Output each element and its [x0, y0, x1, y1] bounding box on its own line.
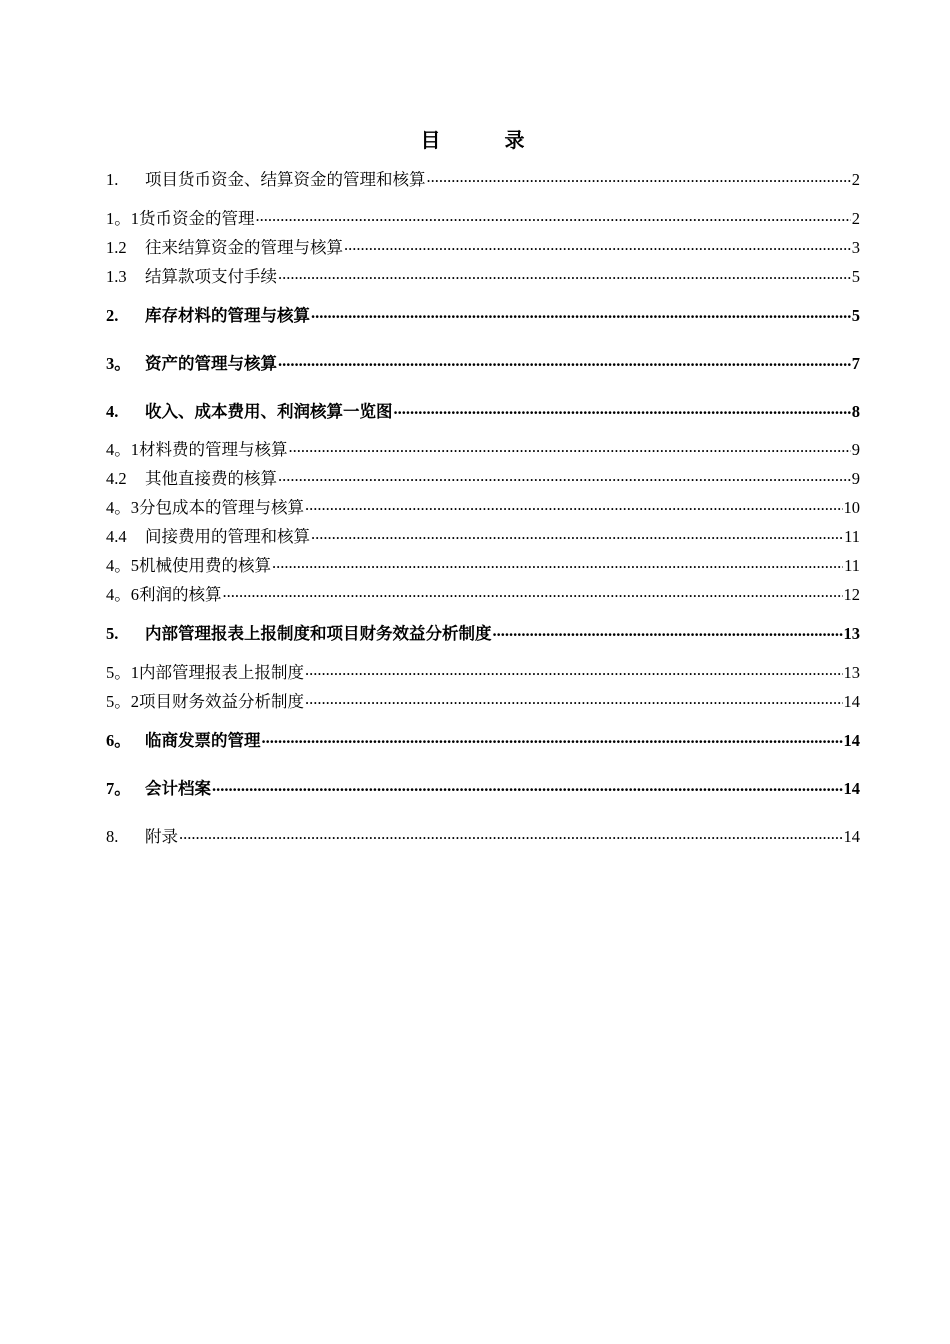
toc-dot-leader [289, 438, 851, 455]
toc-entry[interactable] [106, 265, 860, 294]
toc-entry-number: 6。 [106, 730, 131, 750]
toc-entry-label: 内部管理报表上报制度和项目财务效益分析制度 [145, 623, 492, 643]
toc-dot-leader [212, 777, 843, 794]
toc-dot-leader [311, 525, 843, 542]
toc-entry[interactable] [106, 400, 860, 426]
toc-entry-label: 间接费用的管理和核算 [145, 526, 310, 546]
toc-entry[interactable] [106, 690, 860, 719]
toc-entry-label: 资产的管理与核算 [145, 353, 277, 373]
toc-dot-leader [305, 690, 843, 707]
toc-dot-leader [272, 554, 843, 571]
toc-dot-leader [278, 467, 851, 484]
toc-entry-page: 2 [851, 169, 860, 189]
toc-dot-leader [278, 265, 851, 282]
toc-dot-leader [223, 583, 843, 600]
toc-dot-leader [394, 400, 851, 417]
toc-entry-page: 5 [851, 305, 860, 325]
toc-dot-leader [305, 496, 843, 513]
toc-entry[interactable] [106, 825, 860, 851]
toc-entry-page: 13 [843, 662, 860, 682]
toc-entry-page: 9 [851, 468, 860, 488]
toc-entry[interactable] [106, 661, 860, 690]
toc-entry[interactable] [106, 583, 860, 612]
toc-entry[interactable] [106, 554, 860, 583]
toc-entry-number: 8. [106, 826, 119, 846]
toc-entry-number: 4。5 [106, 555, 139, 575]
toc-entry-page: 3 [851, 237, 860, 257]
toc-entry-label: 分包成本的管理与核算 [139, 497, 304, 517]
toc-entry[interactable] [106, 777, 860, 803]
toc-entry-page: 14 [843, 691, 860, 711]
toc-entry-label: 其他直接费的核算 [145, 468, 277, 488]
toc-entry-label: 结算款项支付手续 [145, 266, 277, 286]
toc-entry[interactable] [106, 525, 860, 554]
toc-dot-leader [311, 304, 851, 321]
toc-entry[interactable] [106, 207, 860, 236]
toc-entry[interactable] [106, 622, 860, 648]
toc-dot-leader [344, 236, 851, 253]
toc-entry-number: 1. [106, 169, 119, 189]
toc-dot-leader [262, 729, 843, 746]
toc-entry-label: 利润的核算 [139, 584, 222, 604]
toc-entry-label: 库存材料的管理与核算 [145, 305, 310, 325]
toc-title: 目 录 [420, 130, 547, 152]
toc-entry-number: 4.4 [106, 526, 127, 546]
toc-entry-page: 11 [844, 555, 860, 575]
toc-entry-page: 14 [843, 730, 860, 750]
toc-entry-number: 5。1 [106, 662, 139, 682]
toc-entry-label: 附录 [145, 826, 178, 846]
toc-entry-number: 1.2 [106, 237, 127, 257]
toc-entry-page: 14 [843, 778, 860, 798]
toc-entry-number: 7。 [106, 778, 131, 798]
toc-entry-page: 12 [843, 584, 860, 604]
toc-entry[interactable] [106, 729, 860, 755]
toc-entry-label: 货币资金的管理 [139, 208, 255, 228]
toc-entry-page: 9 [851, 439, 860, 459]
toc-entry-page: 13 [843, 623, 860, 643]
toc-entry-label: 项目货币资金、结算资金的管理和核算 [145, 169, 426, 189]
toc-entry-label: 项目财务效益分析制度 [139, 691, 304, 711]
toc-entry-page: 8 [851, 401, 860, 421]
toc-entry-label: 材料费的管理与核算 [139, 439, 288, 459]
toc-entry[interactable] [106, 467, 860, 496]
toc-dot-leader [278, 352, 851, 369]
toc-entry-number: 5。2 [106, 691, 139, 711]
toc-entry-number: 4。6 [106, 584, 139, 604]
toc-entry-number: 4。1 [106, 439, 139, 459]
table-of-contents [106, 168, 860, 851]
toc-entry-page: 11 [844, 526, 860, 546]
toc-entry-page: 10 [843, 497, 860, 517]
toc-entry-label: 机械使用费的核算 [139, 555, 271, 575]
toc-entry[interactable] [106, 168, 860, 194]
toc-entry-label: 临商发票的管理 [145, 730, 261, 750]
toc-entry[interactable] [106, 496, 860, 525]
toc-entry[interactable] [106, 236, 860, 265]
toc-entry-number: 4. [106, 401, 119, 421]
toc-entry-page: 7 [851, 353, 860, 373]
toc-dot-leader [427, 168, 851, 185]
toc-dot-leader [493, 622, 843, 639]
toc-dot-leader [256, 207, 851, 224]
toc-entry-number: 4。3 [106, 497, 139, 517]
toc-entry-number: 1.3 [106, 266, 127, 286]
toc-entry-page: 5 [851, 266, 860, 286]
toc-entry[interactable] [106, 304, 860, 330]
toc-entry-number: 4.2 [106, 468, 127, 488]
toc-entry[interactable] [106, 438, 860, 467]
toc-entry-label: 内部管理报表上报制度 [139, 662, 304, 682]
toc-entry-page: 2 [851, 208, 860, 228]
toc-entry[interactable] [106, 352, 860, 378]
toc-entry-label: 会计档案 [145, 778, 211, 798]
toc-entry-number: 1。1 [106, 208, 139, 228]
toc-entry-label: 收入、成本费用、利润核算一览图 [145, 401, 393, 421]
toc-entry-page: 14 [843, 826, 860, 846]
toc-entry-number: 5. [106, 623, 119, 643]
toc-entry-label: 往来结算资金的管理与核算 [145, 237, 343, 257]
toc-dot-leader [305, 661, 843, 678]
toc-entry-number: 2. [106, 305, 119, 325]
toc-entry-number: 3。 [106, 353, 131, 373]
toc-dot-leader [179, 825, 843, 842]
